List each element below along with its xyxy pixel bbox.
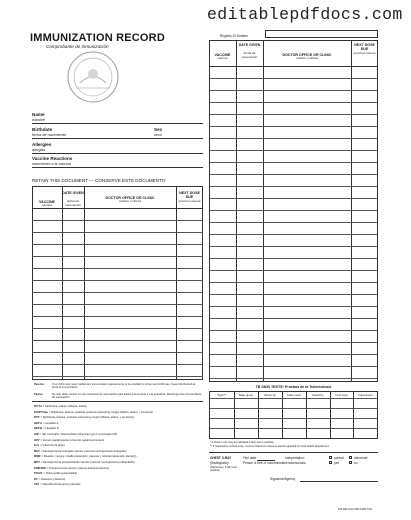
birthdate-line <box>32 138 203 139</box>
abbreviation-code: VZV <box>34 483 40 487</box>
table-row[interactable] <box>209 114 378 115</box>
abbreviation-text: = Poliomyelitis (poliomielitis) <box>43 472 78 476</box>
abbreviation-item <box>34 433 202 436</box>
table-row[interactable] <box>209 258 378 259</box>
table-row[interactable] <box>209 306 378 307</box>
abbreviation-code: HPV <box>34 438 40 442</box>
allergies-line <box>32 153 203 154</box>
abbreviation-code: DT/Td <box>34 405 42 408</box>
abbreviation-text: = Pneumococcal vaccine (vacuna antineumocócica) <box>46 466 109 470</box>
tb-column-header: Impression <box>358 393 373 397</box>
table-row[interactable] <box>209 198 378 199</box>
abbreviation-item <box>34 461 202 464</box>
film-date-label: Film date <box>243 456 257 460</box>
tb-column-header: mm/ indu <box>335 393 348 397</box>
abbreviation-text: = Human papillomavirus (virus del papiloma humano) <box>40 438 105 442</box>
no-checkbox[interactable] <box>349 461 352 464</box>
table-row[interactable] <box>209 90 378 91</box>
registry-id-field[interactable] <box>265 30 378 38</box>
table-row[interactable] <box>32 292 203 293</box>
abbreviation-item <box>34 444 202 447</box>
padres-label: Padres <box>34 393 43 396</box>
abbreviation-text: = Hepatitis A <box>43 421 59 425</box>
tb-footnote-1: * A chest x-ray may be indicated if skin test is positive. <box>210 441 275 444</box>
page-title: IMMUNIZATION RECORD <box>30 32 165 44</box>
table-row[interactable] <box>209 162 378 163</box>
xray-label: CHEST X-RAY <box>210 456 232 460</box>
sex-field[interactable] <box>168 128 202 137</box>
left-col-next: NEXT DOSE DUE <box>179 191 200 199</box>
abbreviation-text: = Diphtheria, tetanus, acellular pertussis (whooping cough) (difteria, tétano, y tos ferina) <box>48 410 154 414</box>
left-col-date: DATE GIVEN <box>62 191 84 195</box>
allergies-label: Allergies <box>32 142 52 147</box>
abbreviation-code: RV <box>34 477 38 481</box>
abnormal-label: abnormal <box>354 456 368 460</box>
registry-label: Registry ID Number <box>220 34 248 38</box>
abbreviation-code: DTaP/Tdap <box>34 410 48 414</box>
abbreviation-text: = Measles, mumps, rubella (sarampión, paperas y rubéola (sarampión alemán)) <box>41 455 137 459</box>
left-col-doctor: DOCTOR OFFICE OR CLINIC <box>105 196 155 200</box>
table-row[interactable] <box>32 316 203 317</box>
allergies-field[interactable] <box>62 143 202 152</box>
abbreviation-code: HEP B <box>34 427 43 431</box>
abbreviation-code: HIB <box>34 433 39 436</box>
xray-sublabel: (Radiografía) <box>210 461 229 465</box>
tb-column-header: Date given <box>238 393 254 397</box>
table-row[interactable] <box>209 150 378 151</box>
normal-label: normal <box>334 456 344 460</box>
name-field[interactable] <box>60 114 200 122</box>
table-row[interactable] <box>209 78 378 79</box>
page-subtitle: Comprobante de Inmunización <box>46 44 109 49</box>
table-row[interactable] <box>209 330 378 331</box>
tb-column-header: Given by <box>264 393 276 397</box>
padres-text: Su niño debe cumplir con los requisitos de vacunación para asistir a la escuela y a la guardería. Mantenga este Comprobante de vacunación. <box>52 393 202 400</box>
normal-checkbox[interactable] <box>329 456 332 459</box>
tb-title: TB SKIN TESTS* Pruebas de la Tuberculosis <box>255 385 332 389</box>
right-col-date: DATE GIVEN <box>238 43 261 47</box>
right-col-doctor: DOCTOR OFFICE OR CLINIC <box>282 53 332 57</box>
abbreviation-code: MMR <box>34 455 41 459</box>
abbreviation-item <box>34 416 202 419</box>
abbreviation-text: = Meningococcal polysaccharide vaccine (vacuna meningocócica polisacárida) <box>40 461 135 464</box>
birthdate-sublabel: fecha de nacimiento <box>32 133 66 137</box>
table-row[interactable] <box>209 222 378 223</box>
abbreviation-text: = Varicella (chickenpox) (varicela) <box>40 483 81 487</box>
name-sublabel: nombre <box>32 118 45 122</box>
allergies-sublabel: alergias <box>32 148 46 152</box>
table-row[interactable] <box>32 232 203 233</box>
abbreviation-item <box>34 405 202 408</box>
table-row[interactable] <box>32 376 203 377</box>
reactions-label: Vaccine Reactions <box>32 156 73 161</box>
abbreviation-code: HEP A <box>34 421 43 425</box>
state-seal-icon <box>66 50 120 104</box>
abbreviation-item <box>34 439 202 442</box>
abnormal-checkbox[interactable] <box>349 456 352 459</box>
table-row[interactable] <box>32 352 203 353</box>
abbreviation-code: MPV <box>34 461 40 464</box>
reactions-line <box>32 167 203 168</box>
no-label: no <box>354 461 358 465</box>
table-row[interactable] <box>32 304 203 305</box>
table-row[interactable] <box>209 270 378 271</box>
xray-necessary-note: (Necessary, if skin test positive) <box>210 466 237 473</box>
table-row[interactable] <box>32 280 203 281</box>
table-row[interactable] <box>32 256 203 257</box>
abbreviation-item <box>34 472 202 475</box>
free-of-tb-text: Person is free of communicable tuberculosis <box>243 461 306 465</box>
table-row[interactable] <box>209 126 378 127</box>
table-row[interactable] <box>209 378 378 379</box>
table-row[interactable] <box>32 268 203 269</box>
form-code: PM 298 (2/12) 866 ANW TGS <box>338 508 373 511</box>
left-vaccine-table <box>32 186 203 380</box>
tb-row[interactable] <box>209 418 378 419</box>
tb-row[interactable] <box>209 428 378 429</box>
abbreviation-item <box>34 450 202 453</box>
table-row[interactable] <box>209 342 378 343</box>
abbreviation-item <box>34 467 202 470</box>
abbreviation-code: FLU <box>34 444 40 448</box>
tb-column-header: Type** <box>217 393 226 397</box>
table-row[interactable] <box>32 220 203 221</box>
table-row[interactable] <box>209 282 378 283</box>
tb-row[interactable] <box>209 408 378 409</box>
abbreviation-text: = Diphtheria, tetanus (difteria, tétano) <box>42 405 88 408</box>
tb-column-header: Read by <box>312 393 324 397</box>
table-row[interactable] <box>209 174 378 175</box>
abbreviation-item <box>34 455 202 458</box>
table-row[interactable] <box>209 318 378 319</box>
parents-text: Your child must meet California's immunization requirements to be enrolled in school and child care. Keep this Record as proof of immunization. <box>52 383 196 390</box>
table-row[interactable] <box>209 354 378 355</box>
table-row[interactable] <box>32 364 203 365</box>
abbreviation-item <box>34 422 202 425</box>
abbreviation-code: PNEUMO <box>34 466 46 470</box>
brand-watermark: editablepdfdocs.com <box>207 5 403 24</box>
yes-label: yes <box>334 461 339 465</box>
right-col-next: NEXT DOSE DUE <box>354 43 375 51</box>
name-line <box>32 123 203 124</box>
table-row[interactable] <box>209 234 378 235</box>
interpretation-label: Interpretation: <box>285 456 305 460</box>
birthdate-field[interactable] <box>76 128 146 137</box>
abbreviation-text: = Hepatitis B <box>43 427 59 431</box>
abbreviation-text: = Rotavirus (rotavirus) <box>38 477 66 481</box>
abbreviation-item <box>34 483 202 486</box>
tb-column-header: Date read <box>287 393 301 397</box>
table-row[interactable] <box>209 102 378 103</box>
yes-checkbox[interactable] <box>329 461 332 464</box>
abbreviation-text: = Hib meningitis / Haemophilus influenzae type b (meningitis Hib) <box>39 433 118 436</box>
table-row[interactable] <box>209 246 378 247</box>
table-row[interactable] <box>32 328 203 329</box>
tb-footnote-2: ** If required by school entry, must be Mantoux unless exception granted by local health department. <box>210 445 330 448</box>
birthdate-label: Birthdate <box>32 127 53 132</box>
sex-label: Sex <box>154 127 163 132</box>
table-row[interactable] <box>209 366 378 367</box>
table-row[interactable] <box>209 210 378 211</box>
table-row[interactable] <box>209 186 378 187</box>
left-col-vaccine: VACCINE <box>39 200 55 204</box>
abbreviation-item <box>34 427 202 430</box>
name-label: Name <box>32 112 45 117</box>
abbreviation-text: = Meningococcal conjugate vaccine (vacuna meningocócica conjugada) <box>40 449 127 453</box>
table-row[interactable] <box>32 244 203 245</box>
abbreviation-text: = Diphtheria, tetanus, pertussis (whooping cough) (difteria, tétano, y tos ferina) <box>40 416 134 420</box>
abbreviation-code: DTP <box>34 416 40 420</box>
abbreviation-code: POLIO <box>34 472 43 476</box>
signature-label: Signature/Agency <box>270 477 296 481</box>
reactions-sublabel: reacciones a la vacuna <box>32 162 71 166</box>
parents-label: Parents <box>34 383 44 386</box>
table-row[interactable] <box>32 340 203 341</box>
retain-notice: RETAIN THIS DOCUMENT — CONSERVE ESTE DOCUMENTO <box>32 178 166 183</box>
abbreviation-item <box>34 411 202 414</box>
table-row[interactable] <box>209 138 378 139</box>
abbreviation-code: MCV <box>34 449 40 453</box>
sex-sublabel: sexo <box>154 133 163 137</box>
signature-field[interactable] <box>300 481 378 482</box>
reactions-field[interactable] <box>80 157 202 166</box>
table-row[interactable] <box>209 294 378 295</box>
tb-row[interactable] <box>209 398 378 399</box>
abbreviation-text: = Influenza (la gripe) <box>40 444 65 448</box>
abbreviation-item <box>34 478 202 481</box>
right-col-vaccine: VACCINE <box>214 53 231 57</box>
